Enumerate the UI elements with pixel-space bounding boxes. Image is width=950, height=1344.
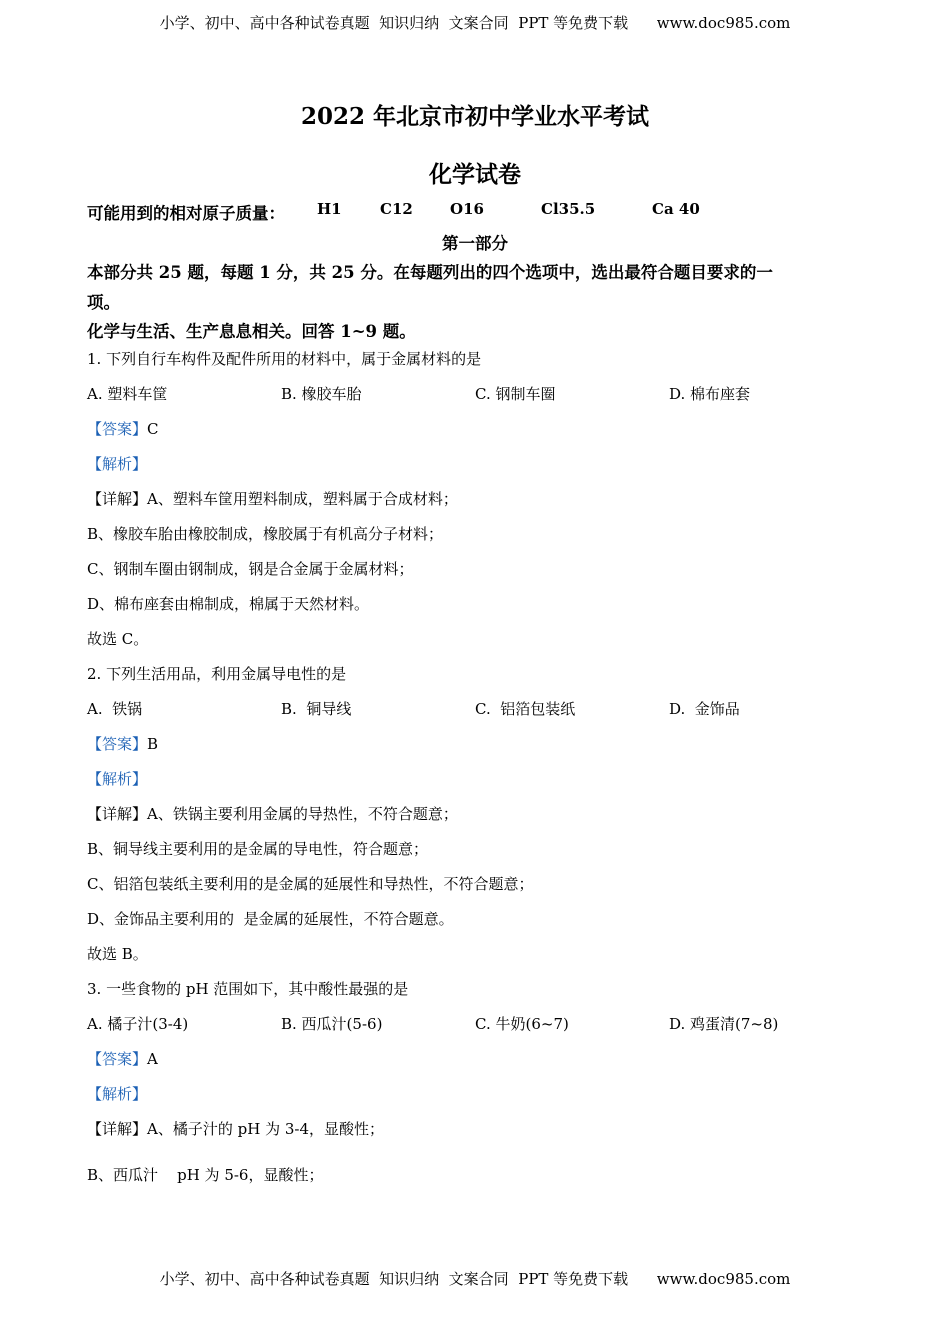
q1-option-d: D. 棉布座套: [669, 385, 751, 403]
q2-stem: 2. 下列生活用品，利用金属导电性的是: [87, 665, 347, 683]
atomic-mass-c: C12: [380, 200, 413, 218]
atomic-mass-o: O16: [450, 200, 484, 218]
section-instruction-line1: 本部分共 25 题，每题 1 分，共 25 分。在每题列出的四个选项中，选出最符合题目要求的一: [87, 263, 773, 282]
q3-answer-value: A: [147, 1050, 158, 1068]
q3-option-d: D. 鸡蛋清(7~8): [669, 1015, 779, 1033]
q2-detail-line1: [87, 803, 458, 824]
q1-detail-text: A、塑料车筐用塑料制成，塑料属于合成材料；: [147, 490, 458, 508]
q1-option-c: C. 钢制车圈: [475, 385, 556, 403]
q2-answer-value: B: [147, 735, 159, 753]
q1-option-a: A. 塑料车筐: [87, 385, 168, 403]
q1-answer-value: C: [147, 420, 159, 438]
q3-option-b: B. 西瓜汁(5-6): [281, 1015, 383, 1033]
q1-answer-tag: 【答案】: [87, 420, 148, 438]
q2-detail-line2: B、铜导线主要利用的是金属的导电性，符合题意；: [87, 840, 429, 858]
q1-detail-tag: 【详解】: [87, 490, 148, 508]
q2-detail-line3: C、铝箔包装纸主要利用的是金属的延展性和导热性，不符合题意；: [87, 875, 534, 893]
q1-conclusion: 故选 C。: [87, 630, 149, 648]
q3-detail-tag: 【详解】: [87, 1120, 148, 1138]
q1-answer: [87, 418, 159, 439]
q2-answer-tag: 【答案】: [87, 735, 148, 753]
q3-stem: 3. 一些食物的 pH 范围如下，其中酸性最强的是: [87, 980, 409, 998]
page-footer: 小学、初中、高中各种试卷真题 知识归纳 文案合同 PPT 等免费下载 www.doc985.com: [159, 1270, 791, 1288]
q2-analysis-tag: 【解析】: [87, 770, 148, 788]
q1-detail-line3: C、钢制车圈由钢制成，钢是合金属于金属材料；: [87, 560, 414, 578]
q2-option-a: A. 铁锅: [87, 700, 143, 718]
page-header: 小学、初中、高中各种试卷真题 知识归纳 文案合同 PPT 等免费下载 www.doc985.com: [159, 14, 791, 32]
q3-detail-line1: [87, 1118, 384, 1139]
atomic-mass-label: 可能用到的相对原子质量：: [87, 204, 285, 223]
section-heading: 第一部分: [442, 234, 508, 253]
q1-detail-line4: D、棉布座套由棉制成，棉属于天然材料。: [87, 595, 370, 613]
q2-detail-line4: D、金饰品主要利用的 是金属的延展性，不符合题意。: [87, 910, 454, 928]
q1-detail-line2: B、橡胶车胎由橡胶制成，橡胶属于有机高分子材料；: [87, 525, 444, 543]
q2-option-d: D. 金饰品: [669, 700, 740, 718]
q2-answer: [87, 733, 158, 754]
q2-detail-text: A、铁锅主要利用金属的导热性，不符合题意；: [147, 805, 458, 823]
q3-analysis-tag: 【解析】: [87, 1085, 148, 1103]
q3-answer-tag: 【答案】: [87, 1050, 148, 1068]
exam-title: 2022 年北京市初中学业水平考试: [300, 103, 650, 130]
q2-conclusion: 故选 B。: [87, 945, 148, 963]
q3-option-a: A. 橘子汁(3-4): [87, 1015, 189, 1033]
q1-stem: 1. 下列自行车构件及配件所用的材料中，属于金属材料的是: [87, 350, 482, 368]
q2-option-c: C. 铝箔包装纸: [475, 700, 576, 718]
q2-detail-tag: 【详解】: [87, 805, 148, 823]
q3-detail-line2: B、西瓜汁 pH 为 5-6，显酸性；: [87, 1166, 324, 1184]
atomic-mass-h: H1: [317, 200, 342, 218]
atomic-mass-ca: Ca 40: [652, 200, 700, 218]
atomic-mass-cl: Cl35.5: [541, 200, 596, 218]
q1-detail-line1: [87, 488, 458, 509]
q1-option-b: B. 橡胶车胎: [281, 385, 362, 403]
q2-option-b: B. 铜导线: [281, 700, 352, 718]
exam-subtitle: 化学试卷: [429, 161, 521, 188]
q1-analysis-tag: 【解析】: [87, 455, 148, 473]
section-instruction-line2: 项。: [87, 293, 120, 312]
q3-answer: [87, 1048, 158, 1069]
q3-detail-text: A、橘子汁的 pH 为 3-4，显酸性；: [147, 1120, 384, 1138]
q3-option-c: C. 牛奶(6~7): [475, 1015, 569, 1033]
question-group-intro: 化学与生活、生产息息相关。回答 1~9 题。: [87, 322, 416, 341]
